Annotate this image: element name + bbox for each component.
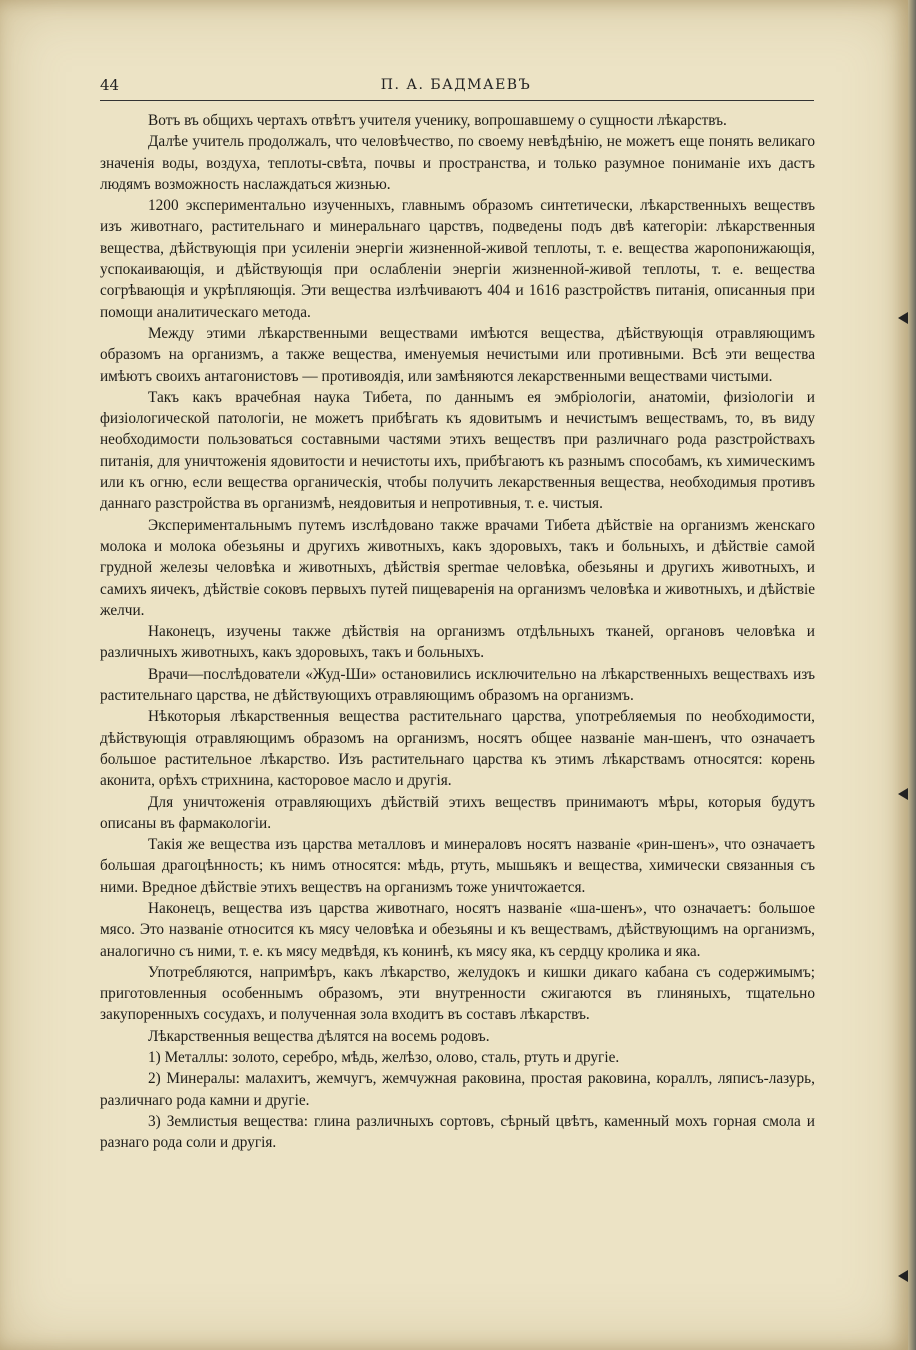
margin-mark bbox=[898, 312, 908, 324]
list-item: 2) Минералы: малахитъ, жемчугъ, жемчужная раковина, простая раковина, кораллъ, ляписъ-лазурь, различнаго рода камни и другіе. bbox=[100, 1070, 815, 1109]
paragraph: Лѣкарственныя вещества дѣлятся на восемь родовъ. bbox=[148, 1027, 490, 1045]
paragraph: Такъ какъ врачебная наука Тибета, по даннымъ ея эмбріологіи, анатоміи, физіологіи и физіологической патологіи, не можетъ прибѣгать къ ядовитымъ и нечистымъ веществамъ, то, въ виду необходимости пользоваться составными частями этихъ веществъ при различнаго рода разстройствахъ питанія, для уничтоженія ядовитости и нечистоты ихъ, прибѣгаютъ къ разнымъ способамъ, къ химическимъ или къ огню, если вещества органическія, чтобы получить лекарственныя вещества, необходимыя противъ даннаго разстройства въ организмѣ, неядовитыя и непротивныя, т. е. чистыя. bbox=[100, 388, 815, 513]
paragraph: Для уничтоженія отравляющихъ дѣйствій этихъ веществъ принимаютъ мѣры, которыя будутъ описаны въ фармакологіи. bbox=[100, 793, 815, 832]
paragraph: Употребляются, напримѣръ, какъ лѣкарство, желудокъ и кишки дикаго кабана съ содержимымъ; приготовленныя особеннымъ образомъ, эти внутренности сжигаются въ глиняныхъ, тщательно закупоренныхъ сосудахъ, и полученная зола входитъ въ составъ лѣкарствъ. bbox=[100, 963, 815, 1024]
body-text bbox=[100, 110, 815, 1154]
paragraph: Вотъ въ общихъ чертахъ отвѣтъ учителя ученику, вопрошавшему о сущности лѣкарствъ. bbox=[148, 112, 727, 129]
paragraph: Нѣкоторыя лѣкарственныя вещества растительнаго царства, употребляемыя по необходимости, дѣйствующія отравляющимъ образомъ на организмъ, носятъ общее названіе ман-шенъ, что означаетъ большое растительное лѣкарство. Изъ растительнаго царства къ этимъ лѣкарствамъ относятся: корень аконита, орѣхъ стрихнина, касторовое масло и другія. bbox=[100, 708, 815, 790]
paragraph: Между этими лѣкарственными веществами имѣются вещества, дѣйствующія отравляющимъ образомъ на организмъ, а также вещества, именуемыя нечистыми или противными. Всѣ эти вещества имѣютъ своихъ антагонистовъ — противоядія, или замѣняются лекарственными веществами чистыми. bbox=[100, 324, 815, 385]
page-edge bbox=[908, 0, 916, 1350]
margin-mark bbox=[898, 788, 908, 800]
paragraph: Такія же вещества изъ царства металловъ и минераловъ носятъ названіе «рин-шенъ», что означаетъ большая драгоцѣнность; къ нимъ относятся: мѣдь, ртуть, мышьякъ и вещества, химически связанныя съ ними. Вредное дѣйствіе этихъ веществъ на организмъ тоже уничтожается. bbox=[100, 836, 815, 896]
paragraph: Наконецъ, вещества изъ царства животнаго, носятъ названіе «ша-шенъ», что означаетъ: большое мясо. Это названіе относится къ мясу человѣка и обезьяны и къ веществамъ, дѣйствующимъ на организмъ, аналогично съ ними, т. е. къ мясу медвѣдя, къ конинѣ, къ мясу яка, къ сердцу кролика и яка. bbox=[100, 899, 815, 960]
paragraph: Экспериментальнымъ путемъ изслѣдовано также врачами Тибета дѣйствіе на организмъ женскаго молока и молока обезьяны и другихъ животныхъ, какъ здоровыхъ, такъ и больныхъ, и дѣйствіе самой грудной железы человѣка и животныхъ, дѣйствія spermae человѣка, обезьяны и другихъ животныхъ, и самихъ яичекъ, дѣйствіе соковъ первыхъ путей пищеваренія на организмъ человѣка и животныхъ, и дѣйствіе желчи. bbox=[100, 516, 815, 619]
paragraph: 1200 экспериментально изученныхъ, главнымъ образомъ синтетически, лѣкарственныхъ веществъ изъ животнаго, растительнаго и минеральнаго царствъ, подведены подъ двѣ категоріи: лѣкарственныя вещества, дѣйствующія при усиленіи энергіи жизненной-живой теплоты, т. е. вещества жаропонижающія, успокаивающія, и дѣйствующія при ослабленіи энергіи жизненной-живой теплоты, т. е. вещества согрѣвающія и укрѣпляющія. Эти вещества излѣчиваютъ 404 и 1616 разстройствъ питанія, описанныя при помощи аналитическаго метода. bbox=[100, 197, 815, 321]
list-item: 3) Землистыя вещества: глина различныхъ сортовъ, сѣрный цвѣтъ, каменный мохъ горная смола и разнаго рода соли и другія. bbox=[100, 1112, 815, 1152]
page-number: 44 bbox=[100, 76, 120, 94]
paragraph: Врачи—послѣдователи «Жуд-Ши» остановились исключительно на лѣкарственныхъ веществахъ изъ растительнаго царства, не дѣйствующихъ отравляющимъ образомъ на организмъ. bbox=[100, 665, 815, 705]
paragraph: Наконецъ, изучены также дѣйствія на организмъ отдѣльныхъ тканей, органовъ человѣка и различныхъ животныхъ, какъ здоровыхъ, такъ и больныхъ. bbox=[100, 623, 815, 662]
header-rule bbox=[100, 100, 814, 101]
list-item: 1) Металлы: золото, серебро, мѣдь, желѣзо, олово, сталь, ртуть и другіе. bbox=[148, 1049, 620, 1067]
margin-mark bbox=[898, 1270, 908, 1282]
running-title: П. А. БАДМАЕВЪ bbox=[380, 77, 532, 93]
page-header bbox=[100, 76, 812, 100]
paragraph: Далѣе учитель продолжалъ, что человѣчество, по своему невѣдѣнію, не можетъ еще понять великаго значенія воды, воздуха, теплоты-свѣта, почвы и пространства, и только разумное пониманіе ихъ дастъ людямъ возможность наслаждаться жизнью. bbox=[100, 133, 815, 193]
